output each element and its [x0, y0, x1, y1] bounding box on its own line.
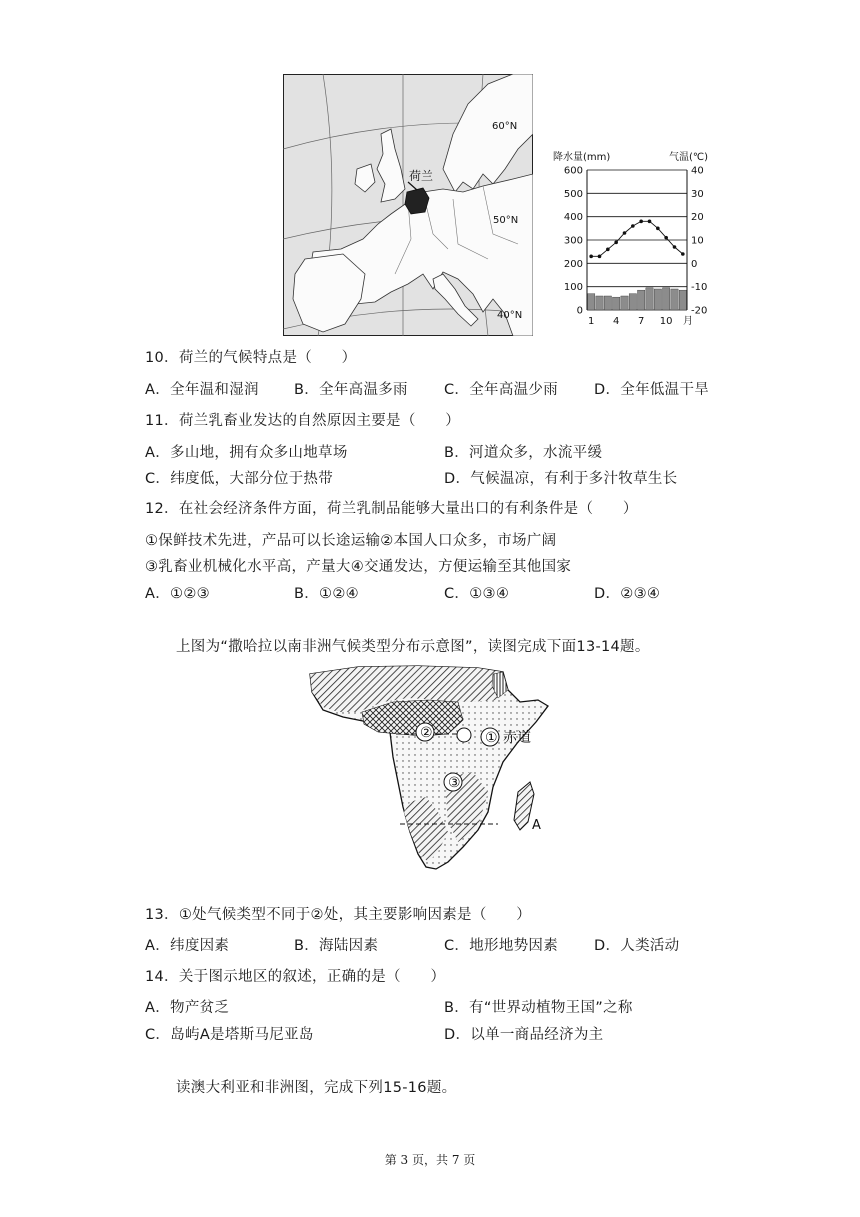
q12-statements-line-2: ③乳畜业机械化水平高，产量大④交通发达，方便运输至其他国家 — [145, 559, 572, 575]
temp-tick-label: 20 — [691, 212, 704, 224]
temp-tick-label: 40 — [691, 165, 704, 177]
page-footer: 第 3 页，共 7 页 — [384, 1153, 476, 1167]
intro-15-16: 读澳大利亚和非洲图，完成下列15-16题。 — [176, 1080, 457, 1096]
temp-tick-label: -20 — [691, 305, 708, 317]
precip-axis-title: 降水量(mm) — [553, 152, 611, 163]
precip-tick-label: 400 — [563, 212, 583, 224]
europe-map — [283, 74, 533, 336]
question-12-stem: 12．在社会经济条件方面，荷兰乳制品能够大量出口的有利条件是（ ） — [145, 501, 638, 517]
temp-tick-label: 10 — [691, 235, 704, 247]
precip-tick-label: 100 — [563, 282, 583, 294]
climate-chart — [553, 146, 725, 336]
precip-bar — [629, 294, 636, 310]
precip-tick-label: 0 — [576, 305, 583, 317]
lat-label-50n: 50°N — [493, 215, 519, 226]
map-label-3: ③ — [448, 775, 461, 791]
lat-label-40n: 40°N — [497, 310, 523, 321]
lat-label-60n: 60°N — [492, 121, 518, 132]
temp-point — [631, 224, 635, 228]
q11-option-a[interactable]: A．多山地，拥有众多山地草场 — [145, 445, 348, 461]
temp-point — [673, 245, 677, 249]
question-10-stem: 10．荷兰的气候特点是（ ） — [145, 350, 357, 366]
precip-bar — [613, 297, 620, 310]
q14-option-a[interactable]: A．物产贫乏 — [145, 1000, 230, 1016]
temp-point — [623, 231, 627, 235]
precip-tick-label: 600 — [563, 165, 583, 177]
q10-option-b[interactable]: B．全年高温多雨 — [294, 382, 408, 398]
precip-bar — [646, 288, 653, 310]
precip-tick-label: 300 — [563, 235, 583, 247]
precip-tick-label: 200 — [563, 258, 583, 270]
africa-map — [298, 662, 568, 874]
equator-label: 赤道 — [503, 730, 531, 746]
temp-point — [639, 220, 643, 224]
q14-option-b[interactable]: B．有“世界动植物王国”之称 — [444, 1000, 633, 1016]
q10-option-c[interactable]: C．全年高温少雨 — [444, 382, 559, 398]
temp-tick-label: -10 — [691, 282, 708, 294]
q12-option-d[interactable]: D．②③④ — [594, 586, 661, 602]
precip-bar — [596, 296, 603, 310]
question-13-stem: 13．①处气候类型不同于②处，其主要影响因素是（ ） — [145, 907, 532, 923]
question-14-stem: 14．关于图示地区的叙述，正确的是（ ） — [145, 969, 446, 985]
q14-option-d[interactable]: D．以单一商品经济为主 — [444, 1027, 604, 1043]
precip-bar — [638, 290, 645, 310]
q13-option-b[interactable]: B．海陆因素 — [294, 938, 379, 954]
temp-point — [606, 248, 610, 252]
intro-13-14: 上图为“撒哈拉以南非洲气候类型分布示意图”，读图完成下面13-14题。 — [176, 639, 650, 655]
temp-point — [681, 252, 685, 256]
q14-option-c[interactable]: C．岛屿A是塔斯马尼亚岛 — [145, 1027, 314, 1043]
temp-point — [664, 236, 668, 240]
q11-option-b[interactable]: B．河道众多，水流平缓 — [444, 445, 603, 461]
month-unit-label: 月 — [683, 316, 693, 327]
month-tick-label: 10 — [659, 316, 673, 327]
temp-axis-title: 气温(℃) — [669, 152, 709, 163]
temp-tick-label: 30 — [691, 188, 704, 200]
precip-bar — [679, 290, 686, 310]
month-tick-label: 1 — [587, 316, 595, 327]
country-label-netherlands: 荷兰 — [409, 169, 434, 183]
temp-point — [598, 255, 602, 259]
precip-bar — [663, 288, 670, 310]
q13-option-a[interactable]: A．纬度因素 — [145, 938, 230, 954]
q13-option-c[interactable]: C．地形地势因素 — [444, 938, 559, 954]
q12-option-b[interactable]: B．①②④ — [294, 586, 359, 602]
precip-bar — [654, 289, 661, 310]
precip-bar — [621, 296, 628, 310]
q10-option-d[interactable]: D．全年低温干旱 — [594, 382, 710, 398]
precip-bar — [588, 294, 595, 310]
q11-option-d[interactable]: D．气候温凉，有利于多汁牧草生长 — [444, 471, 678, 487]
q12-option-c[interactable]: C．①③④ — [444, 586, 510, 602]
q12-statements-line-1: ①保鲜技术先进，产品可以长途运输②本国人口众多，市场广阔 — [145, 533, 557, 549]
island-label-a: A — [532, 818, 541, 833]
temp-point — [589, 255, 593, 259]
temp-tick-label: 0 — [691, 258, 698, 270]
q13-option-d[interactable]: D．人类活动 — [594, 938, 680, 954]
temp-point — [656, 227, 660, 231]
month-tick-label: 7 — [637, 316, 645, 327]
month-tick-label: 4 — [612, 316, 620, 327]
map-label-2: ② — [420, 725, 433, 741]
question-11-stem: 11．荷兰乳畜业发达的自然原因主要是（ ） — [145, 413, 461, 429]
temp-line — [591, 221, 683, 256]
precip-tick-label: 500 — [563, 188, 583, 200]
q12-option-a[interactable]: A．①②③ — [145, 586, 210, 602]
q11-option-c[interactable]: C．纬度低，大部分位于热带 — [145, 471, 334, 487]
temp-point — [614, 241, 618, 245]
temp-point — [648, 220, 652, 224]
precip-bar — [671, 289, 678, 310]
precip-bar — [604, 296, 611, 310]
q10-option-a[interactable]: A．全年温和湿润 — [145, 382, 259, 398]
map-label-1: ① — [485, 730, 498, 746]
